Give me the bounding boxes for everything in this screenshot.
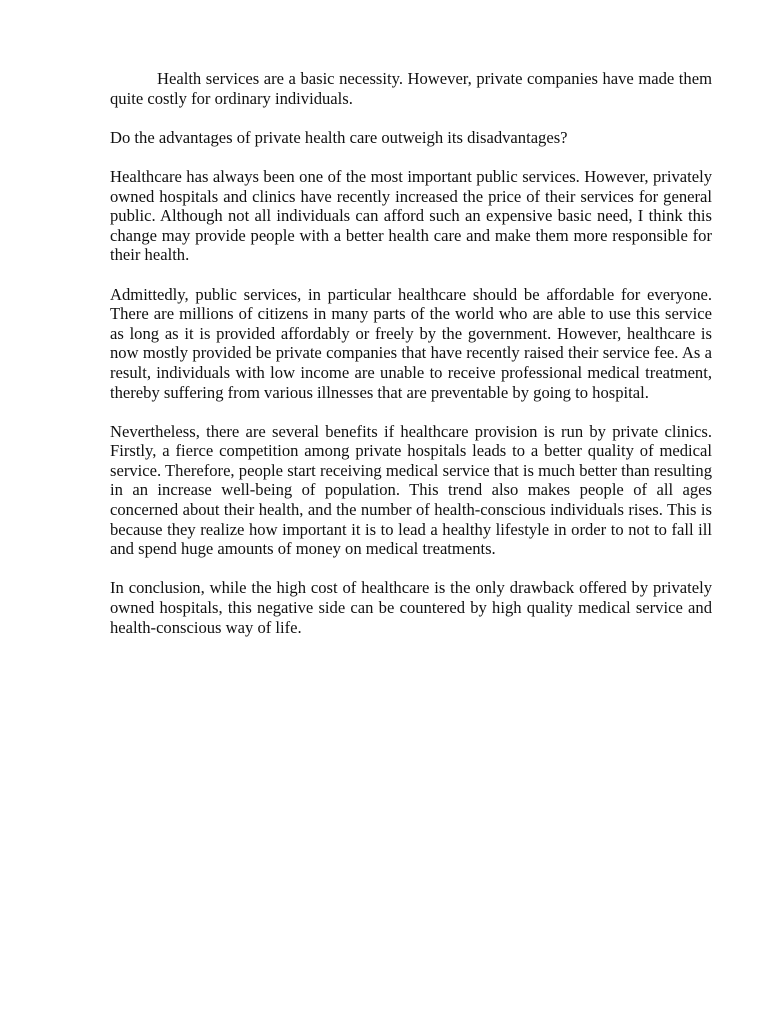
- introduction-paragraph: Healthcare has always been one of the most important public services. However, privately owned hospitals and clinics have recently increased the price of their services for general public. Although not all individuals can afford such an expensive basic need, I think this change may provide people with a better health care and make them more responsible for their health.: [110, 166, 712, 265]
- body-paragraph-advantages: Nevertheless, there are several benefits if healthcare provision is run by private clinics. Firstly, a fierce competition among private hospitals leads to a better quality of medical service. Therefore, people start receiving medical service that is much better than resulting in an increase well-being of population. This trend also makes people of all ages concerned about their health, and the number of health-conscious individuals rises. This is because they realize how important it is to lead a healthy lifestyle in order to not to fall ill and spend huge amounts of money on medical treatments.: [110, 421, 712, 559]
- conclusion-paragraph: In conclusion, while the high cost of healthcare is the only drawback offered by privately owned hospitals, this negative side can be countered by high quality medical service and health-conscious way of life.: [110, 578, 712, 637]
- document-page: [110, 69, 712, 657]
- essay-prompt: Health services are a basic necessity. However, private companies have made them quite costly for ordinary individuals.: [110, 69, 712, 108]
- body-paragraph-disadvantages: Admittedly, public services, in particular healthcare should be affordable for everyone. There are millions of citizens in many parts of the world who are able to use this service as long as it is provided affordably or freely by the government. However, healthcare is now mostly provided be private companies that have recently raised their service fee. As a result, individuals with low income are unable to receive professional medical treatment, thereby suffering from various illnesses that are preventable by going to hospital.: [110, 284, 712, 402]
- essay-question: Do the advantages of private health care outweigh its disadvantages?: [110, 127, 568, 147]
